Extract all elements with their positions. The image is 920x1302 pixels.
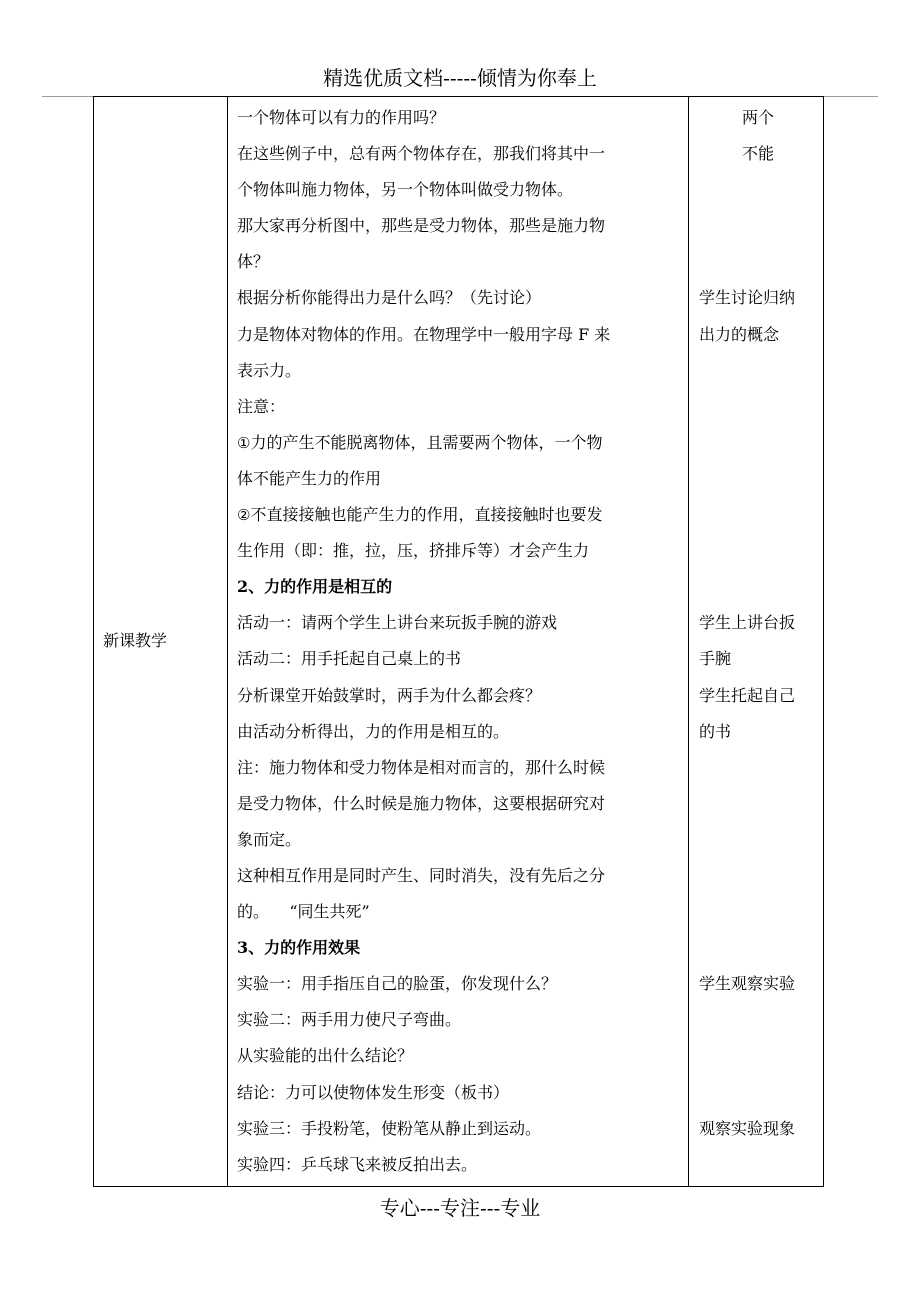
content-line: 个物体叫施力物体，另一个物体叫做受力物体。 [237,180,574,200]
section-label: 新课教学 [94,97,228,1187]
lesson-table [93,96,824,1187]
content-line: 这种相互作用是同时产生、同时消失，没有先后之分 [237,865,606,885]
note-line [699,930,817,966]
note-line: 不能 [741,144,774,164]
note-line [699,497,817,533]
note-line: 学生观察实验 [699,974,796,994]
content-line: 一个物体可以有力的作用吗？ [237,108,446,127]
content-line: 那大家再分析图中，那些是受力物体，那些是施力物 [237,216,606,236]
content-line: 注意： [237,396,286,416]
note-line: 学生托起自己 [699,685,796,705]
content-text: 不直接接触也能产生力的作用，直接接触时也要发 [250,505,603,525]
note-line [699,244,817,280]
note-line [699,1075,817,1111]
student-activity [689,97,824,1187]
note-line [699,750,817,786]
note-line [699,786,817,822]
note-line: 两个 [741,108,774,127]
circled-number-2: ② [237,506,251,525]
note-line: 手腕 [699,649,732,669]
content-line: 体？ [237,252,270,272]
content-line: 由活动分析得出，力的作用是相互的。 [237,721,510,741]
content-line: 体不能产生力的作用 [237,468,382,488]
note-line [699,353,817,389]
circled-number-1: ① [237,433,251,452]
content-line: 实验一：用手指压自己的脸蛋，你发现什么？ [237,974,558,994]
note-line [699,894,817,930]
content-line: 活动一：请两个学生上讲台来玩扳手腕的游戏 [237,613,558,633]
note-line [699,1147,817,1183]
content-line: 在这些例子中，总有两个物体存在，那我们将其中一 [237,144,606,164]
subsection-heading: 3、力的作用效果 [237,938,361,958]
content-line: 是受力物体，什么时候是施力物体，这要根据研究对 [237,793,606,813]
content-text: 力的产生不能脱离物体，且需要两个物体，一个物 [250,432,603,452]
content-line: 注：施力物体和受力物体是相对而言的，那什么时候 [237,757,606,777]
content-line: 实验二：两手用力使尺子弯曲。 [237,1010,462,1030]
note-line [699,858,817,894]
content-line [237,425,674,461]
page-header: 精选优质文档-----倾情为你奉上 [323,66,597,90]
content-line [237,497,674,533]
content-line: 实验三：手投粉笔，使粉笔从静止到运动。 [237,1118,542,1138]
note-line: 学生讨论归纳 [699,288,796,308]
subsection-heading: 2、力的作用是相互的 [237,577,393,597]
content-line: 分析课堂开始鼓掌时，两手为什么都会疼？ [237,685,542,705]
content-line: 根据分析你能得出力是什么吗？（先讨论） [237,288,542,308]
content-line: 实验四：乒乓球飞来被反拍出去。 [237,1154,478,1174]
note-line [699,569,817,605]
teaching-content [228,97,689,1187]
note-line [699,1038,817,1074]
note-line [699,389,817,425]
note-line [699,1002,817,1038]
note-line [699,822,817,858]
content-line: 的。 “同生共死” [237,902,370,922]
content-line: 力是物体对物体的作用。在物理学中一般用字母 F 来 [237,324,611,344]
note-line: 出力的概念 [699,324,780,344]
note-line [699,461,817,497]
note-line [699,425,817,461]
note-line: 观察实验现象 [699,1118,796,1138]
content-line: 表示力。 [237,360,302,380]
note-line [699,533,817,569]
content-line: 从实验能的出什么结论？ [237,1046,414,1066]
page-footer: 专心---专注---专业 [379,1196,541,1220]
note-line: 学生上讲台扳 [699,613,796,633]
content-line: 结论：力可以使物体发生形变（板书） [237,1082,510,1102]
note-line: 的书 [699,721,732,741]
content-line: 生作用（即：推，拉，压，挤排斥等）才会产生力 [237,541,590,561]
content-line: 活动二：用手托起自己桌上的书 [237,649,462,669]
note-line [699,208,817,244]
content-line: 象而定。 [237,829,302,849]
note-line [699,172,817,208]
table-row [94,97,824,1187]
